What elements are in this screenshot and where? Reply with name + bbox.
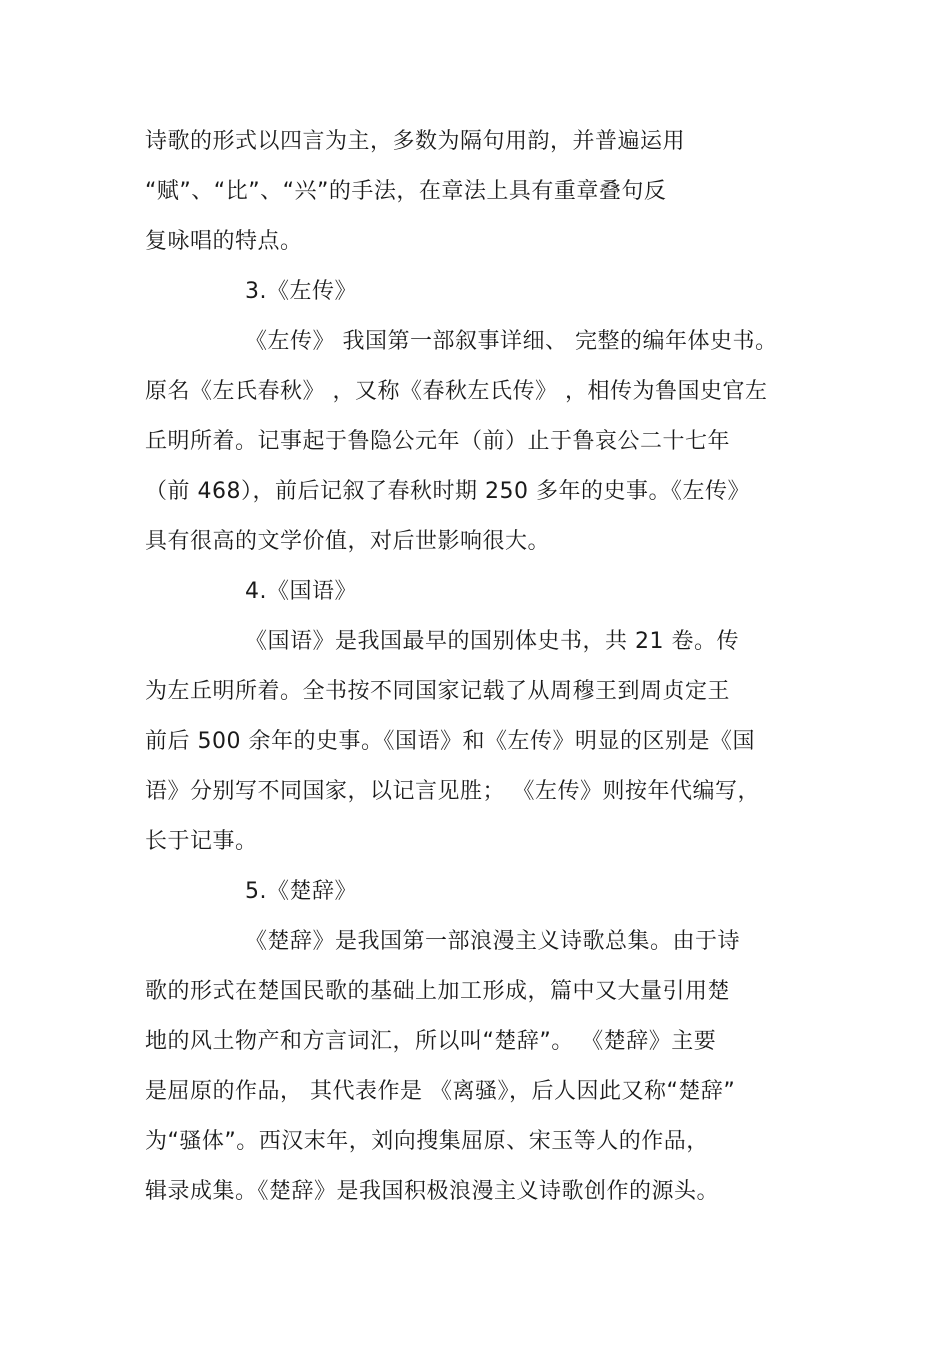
- text-line: 具有很高的文学价值，对后世影响很大。: [145, 529, 551, 554]
- text-line: “赋”、“比”、“兴”的手法，在章法上具有重章叠句反: [145, 179, 667, 204]
- section-heading: 5.《楚辞》: [245, 879, 357, 904]
- text-line: 《国语》是我国最早的国别体史书，共 21 卷。传: [245, 629, 739, 654]
- section-heading: 3.《左传》: [245, 279, 357, 304]
- text-line: 歌的形式在楚国民歌的基础上加工形成，篇中又大量引用楚: [145, 979, 731, 1004]
- text-line: 语》分别写不同国家，以记言见胜； 《左传》则按年代编写，: [145, 779, 760, 804]
- text-line: 原名《左氏春秋》 ，又称《春秋左氏传》 ，相传为鲁国史官左: [145, 379, 768, 404]
- text-line: 《左传》 我国第一部叙事详细、 完整的编年体史书。: [245, 329, 778, 354]
- text-line: 为左丘明所着。全书按不同国家记载了从周穆王到周贞定王: [145, 679, 731, 704]
- text-line: 辑录成集。《楚辞》是我国积极浪漫主义诗歌创作的源头。: [145, 1179, 720, 1204]
- text-line: 《楚辞》是我国第一部浪漫主义诗歌总集。由于诗: [245, 929, 741, 954]
- text-line: 长于记事。: [145, 829, 258, 854]
- text-line: 为“骚体”。西汉末年，刘向搜集屈原、宋玉等人的作品，: [145, 1129, 709, 1154]
- text-line: （前 468），前后记叙了春秋时期 250 多年的史事。《左传》: [145, 479, 750, 504]
- text-line: 复咏唱的特点。: [145, 229, 303, 254]
- text-line: 地的风土物产和方言词汇，所以叫“楚辞”。 《楚辞》主要: [145, 1029, 717, 1054]
- section-heading: 4.《国语》: [245, 579, 357, 604]
- text-line: 是屈原的作品， 其代表作是 《离骚》，后人因此又称“楚辞”: [145, 1079, 736, 1104]
- text-line: 诗歌的形式以四言为主，多数为隔句用韵，并普遍运用: [145, 129, 686, 154]
- text-line: 前后 500 余年的史事。《国语》和《左传》明显的区别是《国: [145, 729, 755, 754]
- text-line: 丘明所着。记事起于鲁隐公元年（前）止于鲁哀公二十七年: [145, 429, 731, 454]
